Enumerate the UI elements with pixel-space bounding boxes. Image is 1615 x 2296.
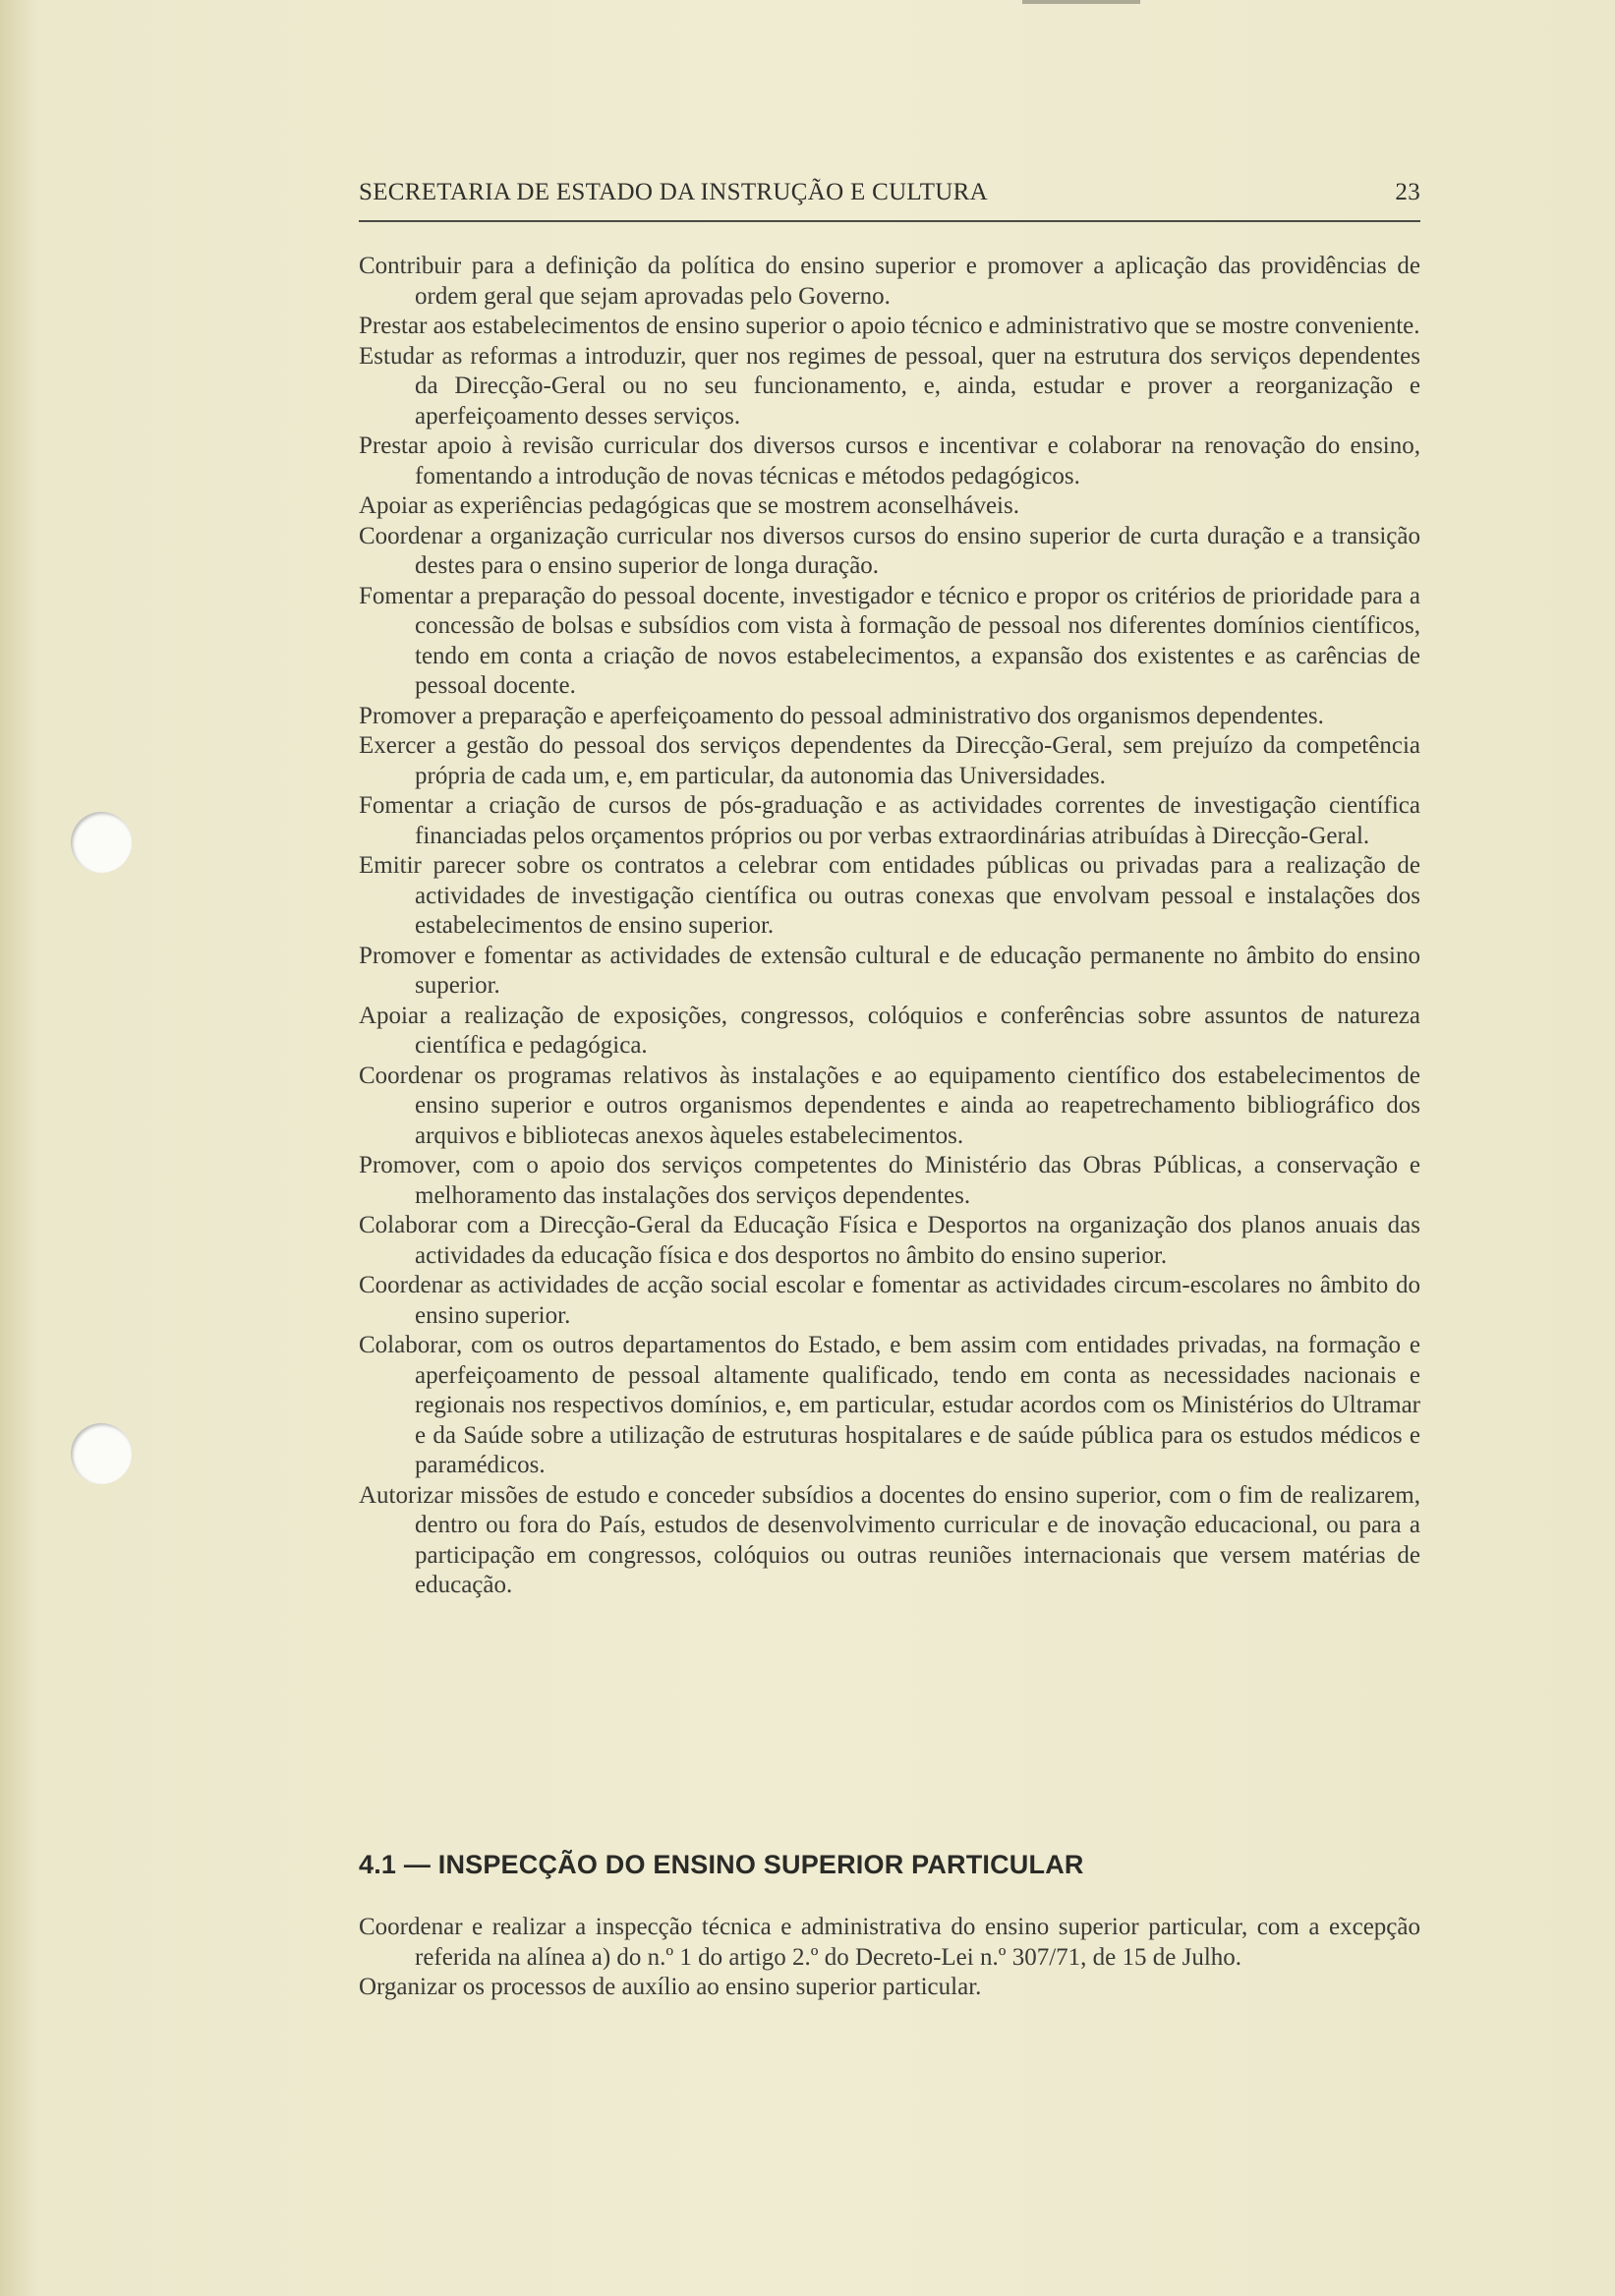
paragraph: Apoiar a realização de exposições, congressos, colóquios e conferências sobre assuntos de natureza científica e pedagógica. (359, 1002, 1420, 1059)
paragraph: Fomentar a criação de cursos de pós-graduação e as actividades correntes de investigação científica financiadas pelos orçamentos próprios ou por verbas extraordinárias atribuídas à Direcção-Geral. (359, 792, 1420, 849)
paragraph: Promover e fomentar as actividades de extensão cultural e de educação permanente no âmbito do ensino superior. (359, 942, 1420, 999)
paragraph: Apoiar as experiências pedagógicas que se mostrem aconselháveis. (359, 492, 1019, 519)
paragraph: Prestar apoio à revisão curricular dos diversos cursos e incentivar e colaborar na renovação do ensino, fomentando a introdução de novas técnicas e métodos pedagógicos. (359, 432, 1420, 489)
body-text (359, 252, 1420, 1601)
paragraph: Fomentar a preparação do pessoal docente, investigador e técnico e propor os critérios de prioridade para a concessão de bolsas e subsídios com vista à formação de pessoal nos diferentes domínios científicos, tendo em conta a criação de novos estabelecimentos, a expansão dos existentes e as carências de pessoal docente. (359, 582, 1420, 699)
paragraph: Emitir parecer sobre os contratos a celebrar com entidades públicas ou privadas para a realização de actividades de investigação científica ou outras conexas que envolvam pessoal e instalações dos estabelecimentos de ensino superior. (359, 852, 1420, 939)
header-title: SECRETARIA DE ESTADO DA INSTRUÇÃO E CULTURA (359, 179, 988, 205)
section-text (359, 1913, 1420, 2003)
paragraph: Colaborar com a Direcção-Geral da Educação Física e Desportos na organização dos planos anuais das actividades da educação física e dos desportos no âmbito do ensino superior. (359, 1212, 1420, 1269)
punch-hole-bottom (71, 1423, 132, 1484)
paragraph: Coordenar as actividades de acção social escolar e fomentar as actividades circum-escolares no âmbito do ensino superior. (359, 1272, 1420, 1329)
paragraph: Exercer a gestão do pessoal dos serviços dependentes da Direcção-Geral, sem prejuízo da competência própria de cada um, e, em particular, da autonomia das Universidades. (359, 732, 1420, 789)
paragraph: Autorizar missões de estudo e conceder subsídios a docentes do ensino superior, com o fim de realizarem, dentro ou fora do País, estudos de desenvolvimento curricular e de inovação educacional, ou para a participação em congressos, colóquios ou outras reuniões internacionais que versem matérias de educação. (359, 1481, 1420, 1598)
running-header (359, 179, 1420, 206)
section-heading: 4.1 — INSPECÇÃO DO ENSINO SUPERIOR PARTICULAR (359, 1850, 1084, 1879)
paragraph: Coordenar os programas relativos às instalações e ao equipamento científico dos estabelecimentos de ensino superior e outros organismos dependentes e ainda ao reapetrechamento bibliográfico dos arquivos e bibliotecas anexos àqueles estabelecimentos. (359, 1062, 1420, 1149)
paragraph: Prestar aos estabelecimentos de ensino superior o apoio técnico e administrativo que se mostre conveniente. (359, 313, 1420, 339)
section-paragraph: Organizar os processos de auxílio ao ensino superior particular. (359, 1974, 982, 2000)
header-rule (359, 220, 1420, 222)
page-number: 23 (1395, 179, 1420, 205)
page-edge-mark (1022, 0, 1140, 4)
paragraph: Contribuir para a definição da política do ensino superior e promover a aplicação das providências de ordem geral que sejam aprovadas pelo Governo. (359, 253, 1420, 310)
paragraph: Estudar as reformas a introduzir, quer nos regimes de pessoal, quer na estrutura dos serviços dependentes da Direcção-Geral ou no seu funcionamento, e, ainda, estudar e prover a reorganização e aperfeiçoamento desses serviços. (359, 342, 1420, 430)
paragraph: Promover, com o apoio dos serviços competentes do Ministério das Obras Públicas, a conservação e melhoramento das instalações dos serviços dependentes. (359, 1152, 1420, 1209)
paragraph: Colaborar, com os outros departamentos do Estado, e bem assim com entidades privadas, na formação e aperfeiçoamento de pessoal altamente qualificado, tendo em conta as necessidades nacionais e regionais nos respectivos domínios, e, em particular, estudar acordos com os Ministérios do Ultramar e da Saúde sobre a utilização de estruturas hospitalares e de saúde pública para os estudos médicos e paramédicos. (359, 1332, 1420, 1478)
punch-hole-top (71, 812, 132, 873)
paragraph: Promover a preparação e aperfeiçoamento do pessoal administrativo dos organismos dependentes. (359, 702, 1324, 729)
section-paragraph: Coordenar e realizar a inspecção técnica e administrativa do ensino superior particular, com a excepção referida na alínea a) do n.º 1 do artigo 2.º do Decreto-Lei n.º 307/71, de 15 de Julho. (359, 1914, 1420, 1971)
paragraph: Coordenar a organização curricular nos diversos cursos do ensino superior de curta duração e a transição destes para o ensino superior de longa duração. (359, 522, 1420, 579)
